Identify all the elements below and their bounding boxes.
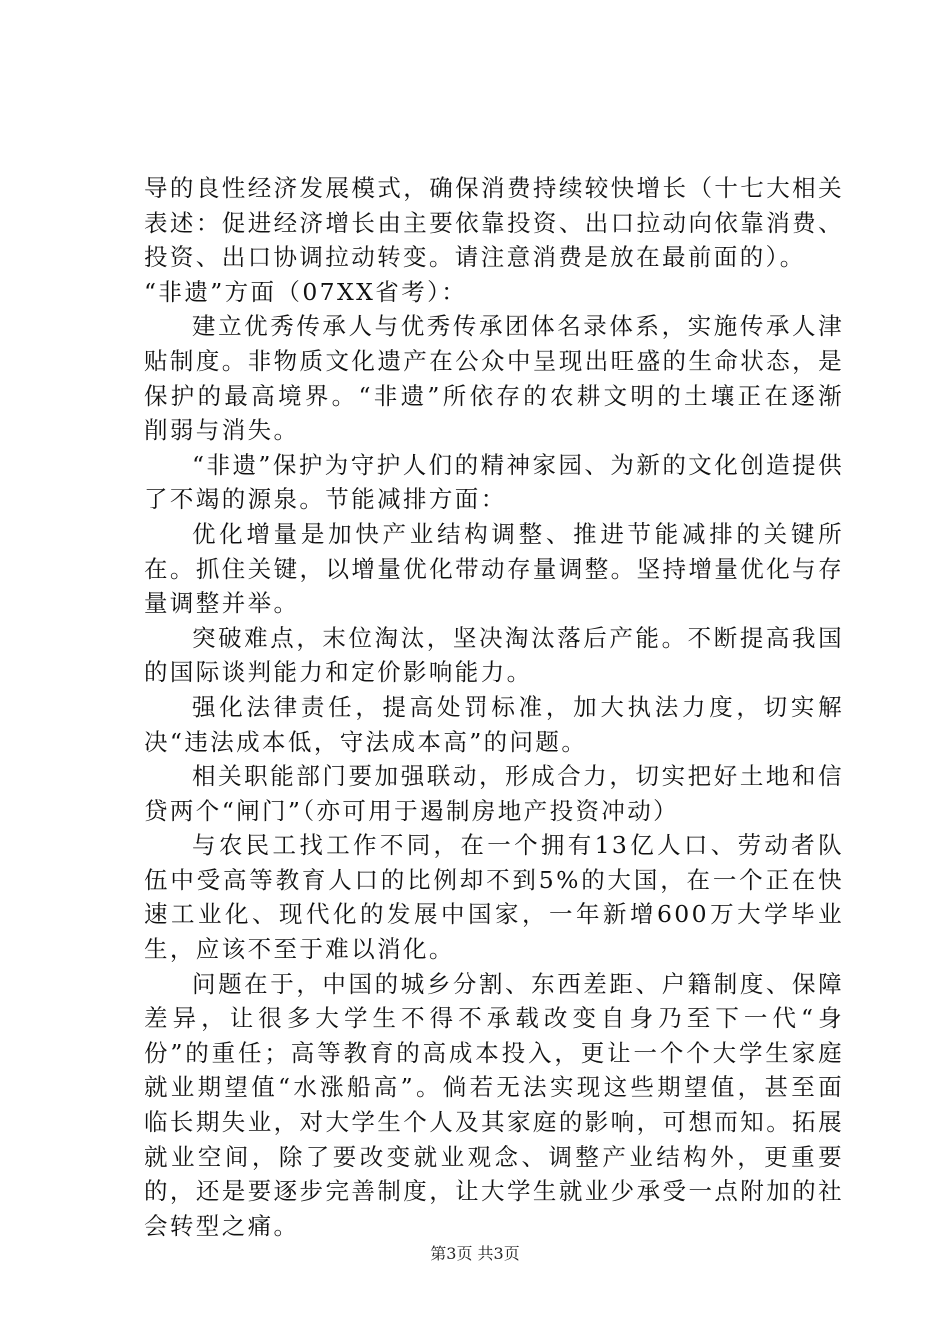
paragraph-consumption: 导的良性经济发展模式，确保消费持续较快增长（十七大相关表述：促进经济增长由主要依靠投资、出口拉动向依靠消费、投资、出口协调拉动转变。请注意消费是放在最前面的）。 bbox=[144, 174, 844, 272]
paragraph-heritage-heading: “非遗”方面（07XX省考）： bbox=[144, 277, 468, 306]
paragraph-graduate-employment: 与农民工找工作不同，在一个拥有13亿人口、劳动者队伍中受高等教育人口的比例却不到5%的大国，在一个正在快速工业化、现代化的发展中国家，一年新增600万大学毕业生，应该不至于难以消化。 bbox=[144, 831, 844, 964]
document-body bbox=[144, 171, 844, 1243]
paragraph-land-credit: 相关职能部门要加强联动，形成合力，切实把好土地和信贷两个“闸门”（亦可用于遏制房地产投资冲动） bbox=[144, 762, 844, 825]
paragraph-eliminate-capacity: 突破难点，末位淘汰，坚决淘汰落后产能。不断提高我国的国际谈判能力和定价影响能力。 bbox=[144, 623, 844, 687]
paragraph-heritage-inheritors: 建立优秀传承人与优秀传承团体名录体系，实施传承人津贴制度。非物质文化遗产在公众中呈现出旺盛的生命状态，是保护的最高境界。“非遗”所依存的农耕文明的土壤正在逐渐削弱与消失。 bbox=[144, 312, 844, 445]
paragraph-legal-responsibility: 强化法律责任，提高处罚标准，加大执法力度，切实解决“违法成本低，守法成本高”的问题。 bbox=[144, 692, 844, 756]
paragraph-employment-problems: 问题在于，中国的城乡分割、东西差距、户籍制度、保障差异，让很多大学生不得不承载改变自身乃至下一代“身份”的重任；高等教育的高成本投入，更让一个个大学生家庭就业期望值“水涨船高”。倘若无法实现这些期望值，甚至面临长期失业，对大学生个人及其家庭的影响，可想而知。拓展就业空间，除了要改变就业观念、调整产业结构外，更重要的，还是要逐步完善制度，让大学生就业少承受一点附加的社会转型之痛。 bbox=[144, 969, 844, 1240]
paragraph-optimize-increment: 优化增量是加快产业结构调整、推进节能减排的关键所在。抓住关键，以增量优化带动存量调整。坚持增量优化与存量调整并举。 bbox=[144, 519, 844, 618]
page-number-footer: 第3页 共3页 bbox=[430, 1244, 520, 1263]
paragraph-heritage-protection: “非遗”保护为守护人们的精神家园、为新的文化创造提供了不竭的源泉。节能减排方面： bbox=[144, 450, 844, 514]
